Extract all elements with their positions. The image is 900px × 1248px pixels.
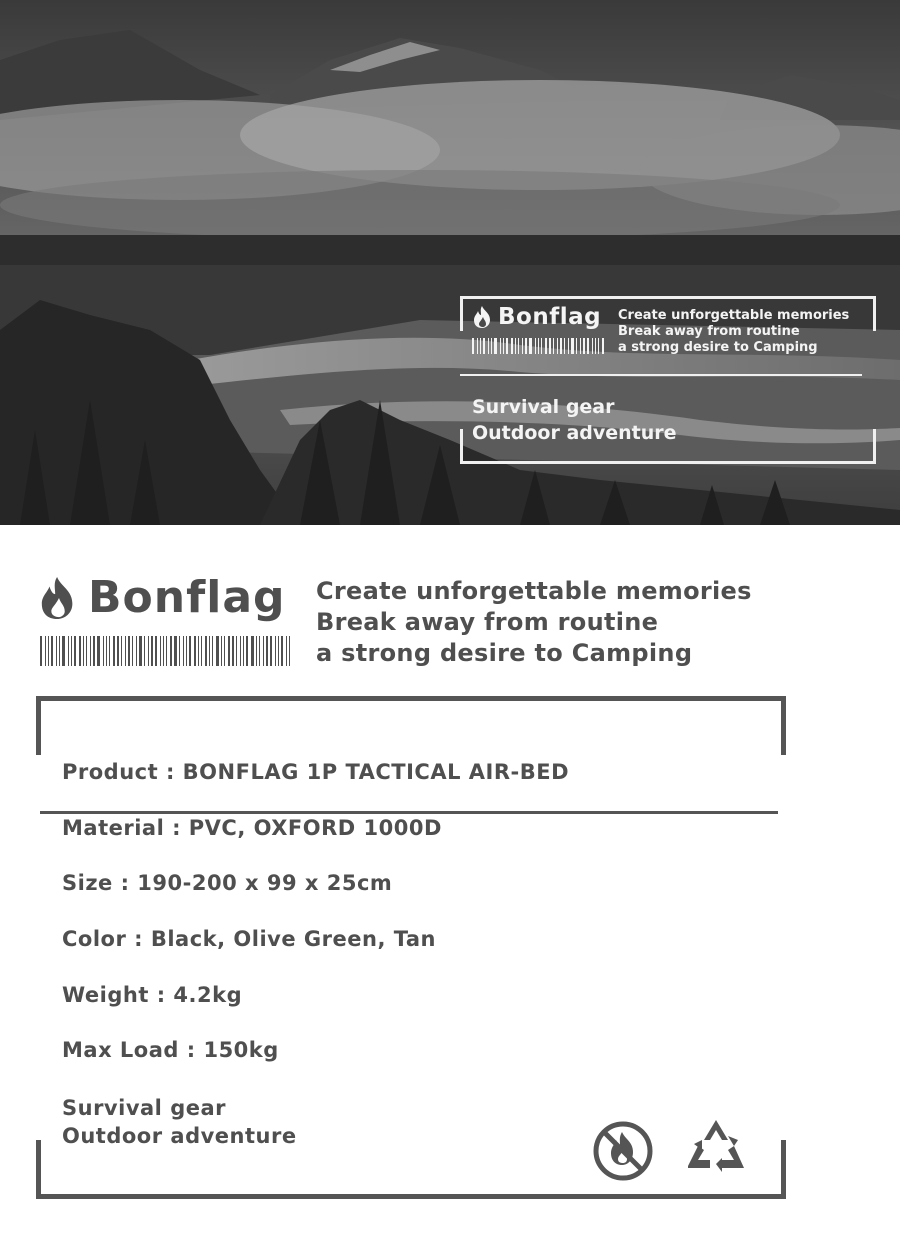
hero-gear-line: Outdoor adventure [472, 422, 677, 444]
barcode-bar [289, 636, 290, 666]
barcode-bar [518, 338, 519, 354]
barcode-bar [549, 338, 551, 354]
barcode-bar [136, 636, 137, 666]
hero-tagline [618, 308, 849, 356]
barcode-bar [506, 338, 508, 354]
barcode-bar [491, 338, 492, 354]
barcode-bar [201, 636, 202, 666]
barcode-bar [483, 338, 485, 354]
barcode-bar [109, 636, 110, 666]
flame-icon [472, 305, 494, 329]
barcode-bar [251, 636, 254, 666]
barcode-bar [553, 338, 554, 354]
barcode-bar [103, 636, 104, 666]
spec-frame-top-bracket [36, 696, 786, 755]
barcode-bar [236, 636, 237, 666]
barcode-bar [93, 636, 95, 666]
barcode-bar [480, 338, 481, 354]
barcode-bar [106, 636, 107, 666]
brand-block [38, 570, 858, 680]
barcode-bar [160, 636, 161, 666]
barcode-bar [90, 636, 91, 666]
brand-name: Bonflag [88, 572, 286, 623]
barcode-bar [121, 636, 122, 666]
barcode-bar [51, 636, 53, 666]
barcode-bar [477, 338, 478, 354]
barcode-bar [86, 636, 87, 666]
brand-tagline [316, 576, 752, 669]
barcode-bar [560, 338, 562, 354]
hero-card-bottom-bracket [460, 429, 876, 464]
barcode-bar [595, 338, 596, 354]
barcode-bar [592, 338, 593, 354]
barcode-bar [500, 338, 501, 354]
spec-color: Color : Black, Olive Green, Tan [62, 927, 436, 951]
barcode-bar [179, 636, 180, 666]
barcode-bar [198, 636, 199, 666]
tagline-line: Break away from routine [316, 608, 659, 636]
hero-tagline-line: Create unforgettable memories [618, 308, 850, 323]
footer-gear-line: Survival gear [62, 1096, 226, 1120]
barcode-bar [62, 636, 65, 666]
barcode-bar [68, 636, 69, 666]
barcode-bar [128, 636, 130, 666]
barcode-bar [576, 338, 577, 354]
barcode-bar [174, 636, 177, 666]
hero-logo [472, 304, 601, 330]
barcode-bar [541, 338, 542, 354]
barcode-bar [228, 636, 230, 666]
barcode-bar [515, 338, 516, 354]
barcode-bar [163, 636, 164, 666]
hero-tagline-line: Break away from routine [618, 324, 800, 339]
barcode-bar [583, 338, 585, 354]
barcode-bar [170, 636, 172, 666]
spec-product: Product : BONFLAG 1P TACTICAL AIR-BED [62, 760, 570, 784]
barcode-bar [286, 636, 287, 666]
hero-photo [0, 0, 900, 525]
barcode-bar [246, 636, 248, 666]
barcode-bar [132, 636, 133, 666]
barcode-bar [278, 636, 279, 666]
barcode-bar [221, 636, 222, 666]
spec-divider [40, 811, 778, 814]
barcode-bar [205, 636, 207, 666]
barcode-bar [263, 636, 264, 666]
barcode-bar [216, 636, 219, 666]
barcode-bar [71, 636, 72, 666]
barcode-bar [511, 338, 513, 354]
barcode-bar [148, 636, 149, 666]
barcode-icon [472, 338, 606, 354]
barcode-bar [166, 636, 167, 666]
barcode-bar [557, 338, 558, 354]
barcode-bar [59, 636, 60, 666]
barcode-bar [243, 636, 244, 666]
barcode-bar [40, 636, 42, 666]
barcode-bar [155, 636, 157, 666]
barcode-bar [275, 636, 276, 666]
footer-gear-line: Outdoor adventure [62, 1124, 297, 1148]
barcode-bar [580, 338, 581, 354]
barcode-bar [240, 636, 241, 666]
barcode-bar [259, 636, 260, 666]
barcode-bar [113, 636, 115, 666]
barcode-bar [74, 636, 76, 666]
barcode-bar [494, 338, 497, 354]
hero-brand-card [460, 296, 874, 464]
barcode-bar [545, 338, 547, 354]
tagline-line: Create unforgettable memories [316, 577, 752, 605]
barcode-bar [212, 636, 213, 666]
barcode-bar [186, 636, 187, 666]
barcode-icon [40, 636, 294, 666]
barcode-bar [488, 338, 489, 354]
hero-brand-name: Bonflag [498, 304, 602, 330]
spec-frame-bottom-bracket [36, 1140, 786, 1199]
barcode-bar [183, 636, 184, 666]
brand-logo [38, 572, 286, 623]
hero-tagline-line: a strong desire to Camping [618, 340, 818, 355]
barcode-bar [529, 338, 532, 354]
barcode-bar [45, 636, 46, 666]
barcode-bar [97, 636, 100, 666]
barcode-bar [525, 338, 527, 354]
barcode-bar [598, 338, 599, 354]
barcode-bar [538, 338, 539, 354]
barcode-bar [602, 338, 604, 354]
barcode-bar [535, 338, 536, 354]
barcode-bar [48, 636, 49, 666]
spec-weight: Weight : 4.2kg [62, 983, 243, 1007]
barcode-bar [83, 636, 84, 666]
barcode-bar [189, 636, 191, 666]
barcode-bar [266, 636, 268, 666]
barcode-bar [587, 338, 589, 354]
barcode-bar [522, 338, 523, 354]
barcode-bar [472, 338, 474, 354]
barcode-bar [125, 636, 126, 666]
spec-material: Material : PVC, OXFORD 1000D [62, 816, 442, 840]
barcode-bar [571, 338, 574, 354]
barcode-bar [79, 636, 81, 666]
hero-gear-line: Survival gear [472, 396, 615, 418]
barcode-bar [151, 636, 153, 666]
barcode-bar [503, 338, 504, 354]
barcode-bar [117, 636, 119, 666]
spec-max-load: Max Load : 150kg [62, 1038, 279, 1062]
flame-icon [38, 574, 80, 622]
barcode-bar [224, 636, 225, 666]
barcode-bar [270, 636, 272, 666]
barcode-bar [281, 636, 283, 666]
spec-size: Size : 190-200 x 99 x 25cm [62, 871, 393, 895]
barcode-bar [568, 338, 569, 354]
barcode-bar [564, 338, 565, 354]
hero-card-divider [460, 374, 862, 376]
tagline-line: a strong desire to Camping [316, 639, 693, 667]
barcode-bar [209, 636, 210, 666]
barcode-bar [194, 636, 196, 666]
barcode-bar [256, 636, 257, 666]
barcode-bar [144, 636, 145, 666]
barcode-bar [56, 636, 57, 666]
barcode-bar [139, 636, 142, 666]
barcode-bar [232, 636, 234, 666]
